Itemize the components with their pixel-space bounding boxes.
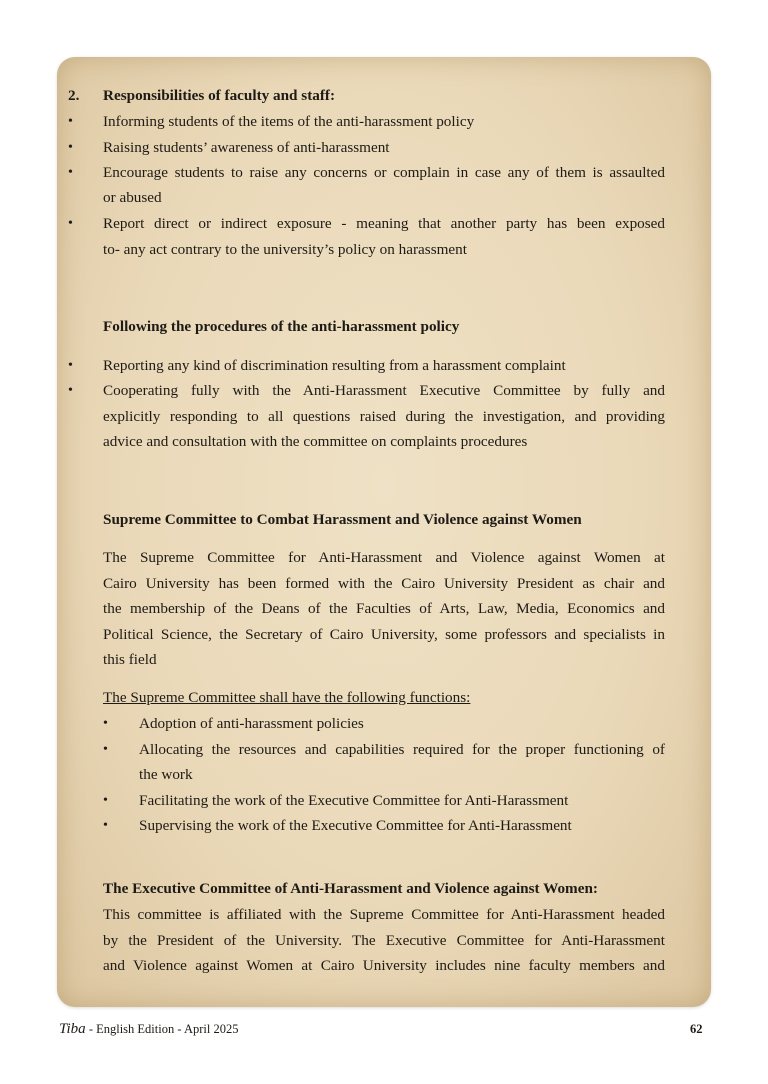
- list-item-continued: to- any act contrary to the university’s policy on harassment: [103, 241, 467, 258]
- bullet-icon: •: [103, 793, 108, 808]
- section-heading: The Executive Committee of Anti-Harassment and Violence against Women:: [103, 880, 598, 897]
- list-item: Supervising the work of the Executive Committee for Anti-Harassment: [139, 817, 572, 834]
- paragraph-line: by the President of the University. The Executive Committee for Anti-Harassment: [103, 932, 665, 949]
- edition-text: - English Edition - April 2025: [85, 1022, 239, 1036]
- list-item: Encourage students to raise any concerns or complain in case any of them is assaulted: [103, 164, 665, 181]
- list-item-continued: the work: [139, 766, 193, 783]
- bullet-icon: •: [68, 216, 73, 231]
- paragraph-line: Political Science, the Secretary of Cairo University, some professors and specialists in: [103, 626, 665, 643]
- paragraph-line: Cairo University has been formed with the Cairo University President as chair and: [103, 575, 665, 592]
- bullet-icon: •: [103, 716, 108, 731]
- list-item: Reporting any kind of discrimination resulting from a harassment complaint: [103, 357, 566, 374]
- section-heading: Responsibilities of faculty and staff:: [103, 87, 336, 104]
- list-item: Facilitating the work of the Executive Committee for Anti-Harassment: [139, 792, 569, 809]
- paragraph-line: and Violence against Women at Cairo University includes nine faculty members and: [103, 957, 665, 974]
- bullet-icon: •: [68, 165, 73, 180]
- list-item: Cooperating fully with the Anti-Harassment Executive Committee by fully and: [103, 382, 665, 399]
- list-item-continued: explicitly responding to all questions raised during the investigation, and providing: [103, 408, 665, 425]
- list-item: Informing students of the items of the anti-harassment policy: [103, 113, 475, 130]
- publication-brand: Tiba: [59, 1021, 86, 1037]
- page-number: 62: [690, 1022, 703, 1036]
- list-item-continued: or abused: [103, 189, 162, 206]
- list-item: Report direct or indirect exposure - meaning that another party has been exposed: [103, 215, 665, 232]
- list-item: Adoption of anti-harassment policies: [139, 715, 364, 732]
- bullet-icon: •: [68, 358, 73, 373]
- section-heading: Following the procedures of the anti-harassment policy: [103, 318, 460, 335]
- bullet-icon: •: [68, 114, 73, 129]
- paragraph-line: The Supreme Committee for Anti-Harassment and Violence against Women at: [103, 549, 665, 566]
- paragraph-line: This committee is affiliated with the Supreme Committee for Anti-Harassment headed: [103, 906, 665, 923]
- bullet-icon: •: [103, 818, 108, 833]
- list-item: Allocating the resources and capabilities required for the proper functioning of: [139, 741, 665, 758]
- section-number: 2.: [68, 87, 80, 104]
- functions-heading: The Supreme Committee shall have the following functions:: [103, 689, 471, 706]
- bullet-icon: •: [68, 383, 73, 398]
- list-item: Raising students’ awareness of anti-harassment: [103, 139, 390, 156]
- footer-edition: [59, 1021, 238, 1037]
- list-item-continued: advice and consultation with the committee on complaints procedures: [103, 433, 528, 450]
- bullet-icon: •: [68, 140, 73, 155]
- section-heading: Supreme Committee to Combat Harassment and Violence against Women: [103, 511, 582, 528]
- paragraph-line: the membership of the Deans of the Faculties of Arts, Law, Media, Economics and: [103, 600, 665, 617]
- paragraph-line: this field: [103, 651, 157, 668]
- bullet-icon: •: [103, 742, 108, 757]
